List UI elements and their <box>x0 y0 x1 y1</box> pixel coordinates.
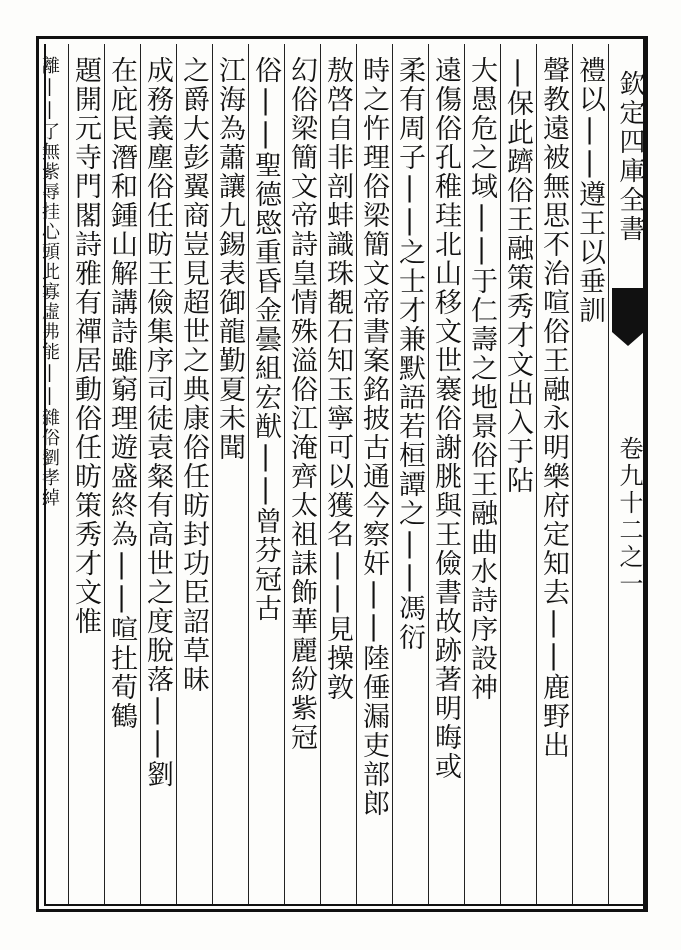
text-column: 柔有周子||之士才兼默語若桓譚之||馮衍 <box>394 56 425 652</box>
text-column: 敖啓自非剖蚌識珠覩石知玉寧可以獲名||見操敦 <box>322 56 353 702</box>
text-column: 題開元寺門閣詩雅有禪居動俗任昉策秀才文惟 <box>70 56 101 636</box>
text-column: 幻俗梁簡文帝詩皇情殊溢俗江淹齊太祖誄飾華麗紛紫冠 <box>286 56 317 752</box>
text-column: 時之忤理俗梁簡文帝書案銘披古通今察奸||陸倕漏吏部郎 <box>358 56 389 818</box>
fishtail-mark <box>612 288 644 332</box>
text-column: 江海為蕭讓九錫表御龍勤夏未聞 <box>214 56 245 462</box>
volume-label: 卷九十二之一 <box>615 436 643 598</box>
text-column: 之爵大彭翼商豈見超世之典康俗任昉封功臣詔草昧 <box>178 56 209 694</box>
book-title: 欽定四庫全書 <box>615 70 645 244</box>
margin-column <box>610 44 645 904</box>
column-rule <box>608 44 609 904</box>
text-column: 禮以||遵王以垂訓 <box>574 56 605 325</box>
text-column: 聲教遠被無思不治喧俗王融永明樂府定知去||鹿野出 <box>538 56 569 760</box>
text-column: 成務義塵俗任昉王儉集序司徒袁粲有高世之度脫落||劉 <box>142 56 173 789</box>
text-column: 俗||聖德愍重昏金曇組宏猷||曾芬冠古 <box>250 56 281 623</box>
text-column: |保此躋俗王融策秀才文出入于阽 <box>502 56 533 495</box>
text-column: 遠傷俗孔稚珪北山移文世褰俗謝朓與王儉書故跡著明晦或 <box>430 56 461 781</box>
text-column: 大愚危之域||于仁壽之地景俗王融曲水詩序設神 <box>466 56 497 702</box>
text-column: 在庇民潛和鍾山解講詩雖窮理遊盛終為||喧扗荀鶴 <box>106 56 137 731</box>
inner-border-bottom <box>44 904 644 906</box>
text-column: 離||了無紫辱挂心頭此寡虛弗能||雜俗劉孝綽 <box>39 56 60 508</box>
